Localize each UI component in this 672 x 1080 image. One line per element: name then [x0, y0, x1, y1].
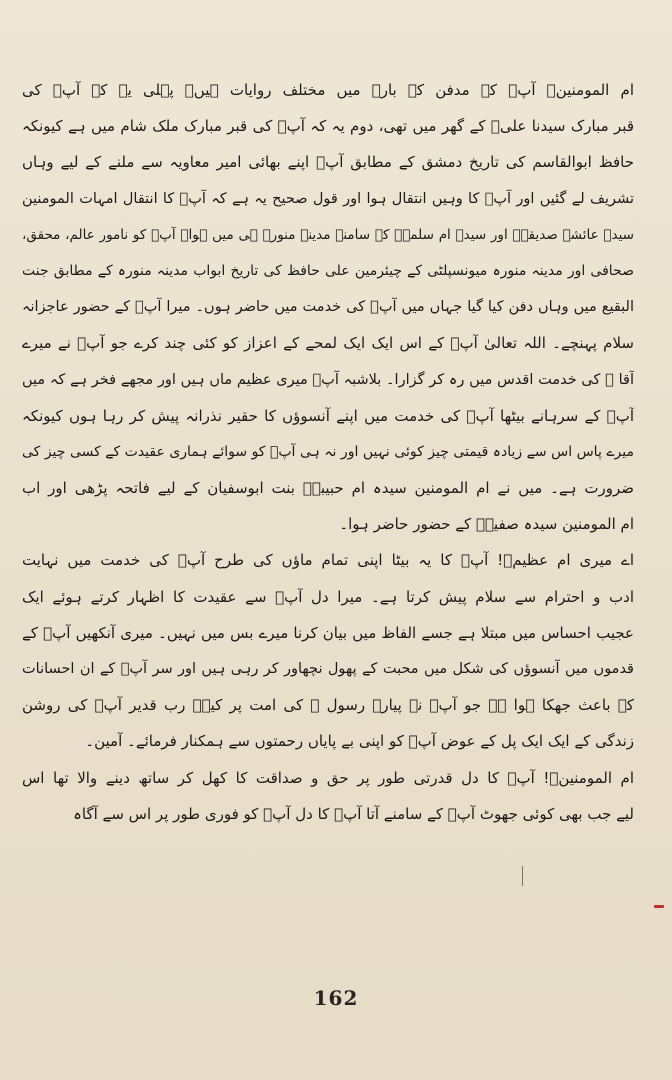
text-line: اے میری ام عظیمؓ! آپؓ کا یہ بیٹا اپنی تمام ماؤں کی طرح آپؓ کی خدمت میں نہایت: [22, 551, 634, 570]
urdu-text-block: [22, 72, 634, 832]
text-line: کے باعث جھکا ہوا ہے جو آپؓ نے پیارے رسول ﷺ کی امت پر کیے۔ رب قدیر آپؓ کی روشن: [22, 696, 634, 715]
text-line: عجیب احساس میں مبتلا ہے جسے الفاظ میں بیان کرنا میرے بس میں نہیں۔ میری آنکھیں آپؓ کے: [22, 623, 634, 642]
margin-pencil-mark: [522, 866, 523, 886]
text-line: میرے پاس اس سے زیادہ قیمتی چیز کوئی نہیں اور نہ ہی آپؓ کو سوائے ہماری عقیدت کے کسی چیز کی: [22, 443, 634, 460]
text-line: سلام پہنچے۔ اللہ تعالیٰ آپؓ کے اس ایک ایک لمحے کے اعزاز کو کئی چند کرے جو آپؓ نے میرے: [22, 334, 634, 353]
text-line: آقا ﷺ کی خدمت اقدس میں رہ کر گزارا۔ بلاشبہ آپؓ میری عظیم ماں ہیں اور مجھے فخر ہے کہ میں: [22, 371, 634, 388]
text-line: صحافی اور مدینہ منورہ میونسپلٹی کے چیئرمین علی حافظ کی تاریخ ابواب مدینہ منورہ کے مطابق جنت: [22, 262, 634, 279]
text-line: سیدہ عائشہ صدیقہؓ اور سیدہ ام سلمہؓ کے سامنے مدینہ منورہ ہی میں ہوا۔ آپؓ کو نامور عالم، محقق،: [22, 226, 634, 243]
text-line: ام المومنینؓ! آپؓ کا دل قدرتی طور پر حق و صداقت کا کھل کر ساتھ دینے والا تھا اس: [22, 768, 634, 787]
text-line: قدموں میں آنسوؤں کی شکل میں محبت کے پھول نچھاور کر رہی ہیں اور سر آپؓ کے ان احسانات: [22, 661, 634, 677]
text-line: لیے جب بھی کوئی جھوٹ آپؓ کے سامنے آتا آپؓ کا دل آپؓ کو فوری طور پر اس سے آگاہ: [73, 804, 634, 823]
text-line: آپؓ کے سرہانے بیٹھا آپؓ کی خدمت میں اپنے آنسوؤں کا حقیر نذرانہ پیش کر رہا ہوں کیونکہ: [22, 406, 634, 425]
page-number: 162: [313, 986, 359, 1010]
text-line: زندگی کے ایک ایک پل کے عوض آپؓ کو اپنی بے پایاں رحمتوں سے ہمکنار فرمائے۔ آمین۔: [85, 732, 634, 751]
text-line: حافظ ابوالقاسم کی تاریخ دمشق کے مطابق آپؓ اپنے بھائی امیر معاویہ سے ملنے کے لیے وہاں: [22, 153, 634, 172]
text-line: ام المومنین سیدہ صفیہؓ کے حضور حاضر ہوا۔: [339, 515, 634, 534]
text-line: البقیع میں وہاں دفن کیا گیا جہاں میں آپؓ کی خدمت میں حاضر ہوں۔ میرا آپؓ کے حضور عاجزانہ: [22, 299, 634, 316]
text-line: ادب و احترام سے سلام پیش کرتا ہے۔ میرا دل آپؓ سے عقیدت کا اظہار کرتے ہوئے ایک: [22, 587, 634, 606]
text-line: قبر مبارک سیدنا علیؓ کے گھر میں تھی، دوم یہ کہ آپؓ کی قبر مبارک ملک شام میں ہے کیونکہ: [22, 117, 634, 136]
text-line: تشریف لے گئیں اور آپؓ کا وہیں انتقال ہوا اور قول صحیح یہ ہے کہ آپؓ کا انتقال امہات المومنین: [22, 190, 634, 207]
text-line: ام المومنینؓ آپؓ کے مدفن کے بارے میں مختلف روایات ہیں۔ پہلی یہ کہ آپؓ کی: [22, 81, 634, 99]
margin-red-mark: [654, 905, 664, 908]
text-line: ضرورت ہے۔ میں نے ام المومنین سیدہ ام حبیبہؓ بنت ابوسفیان کے لیے فاتحہ پڑھی اور اب: [22, 479, 634, 498]
